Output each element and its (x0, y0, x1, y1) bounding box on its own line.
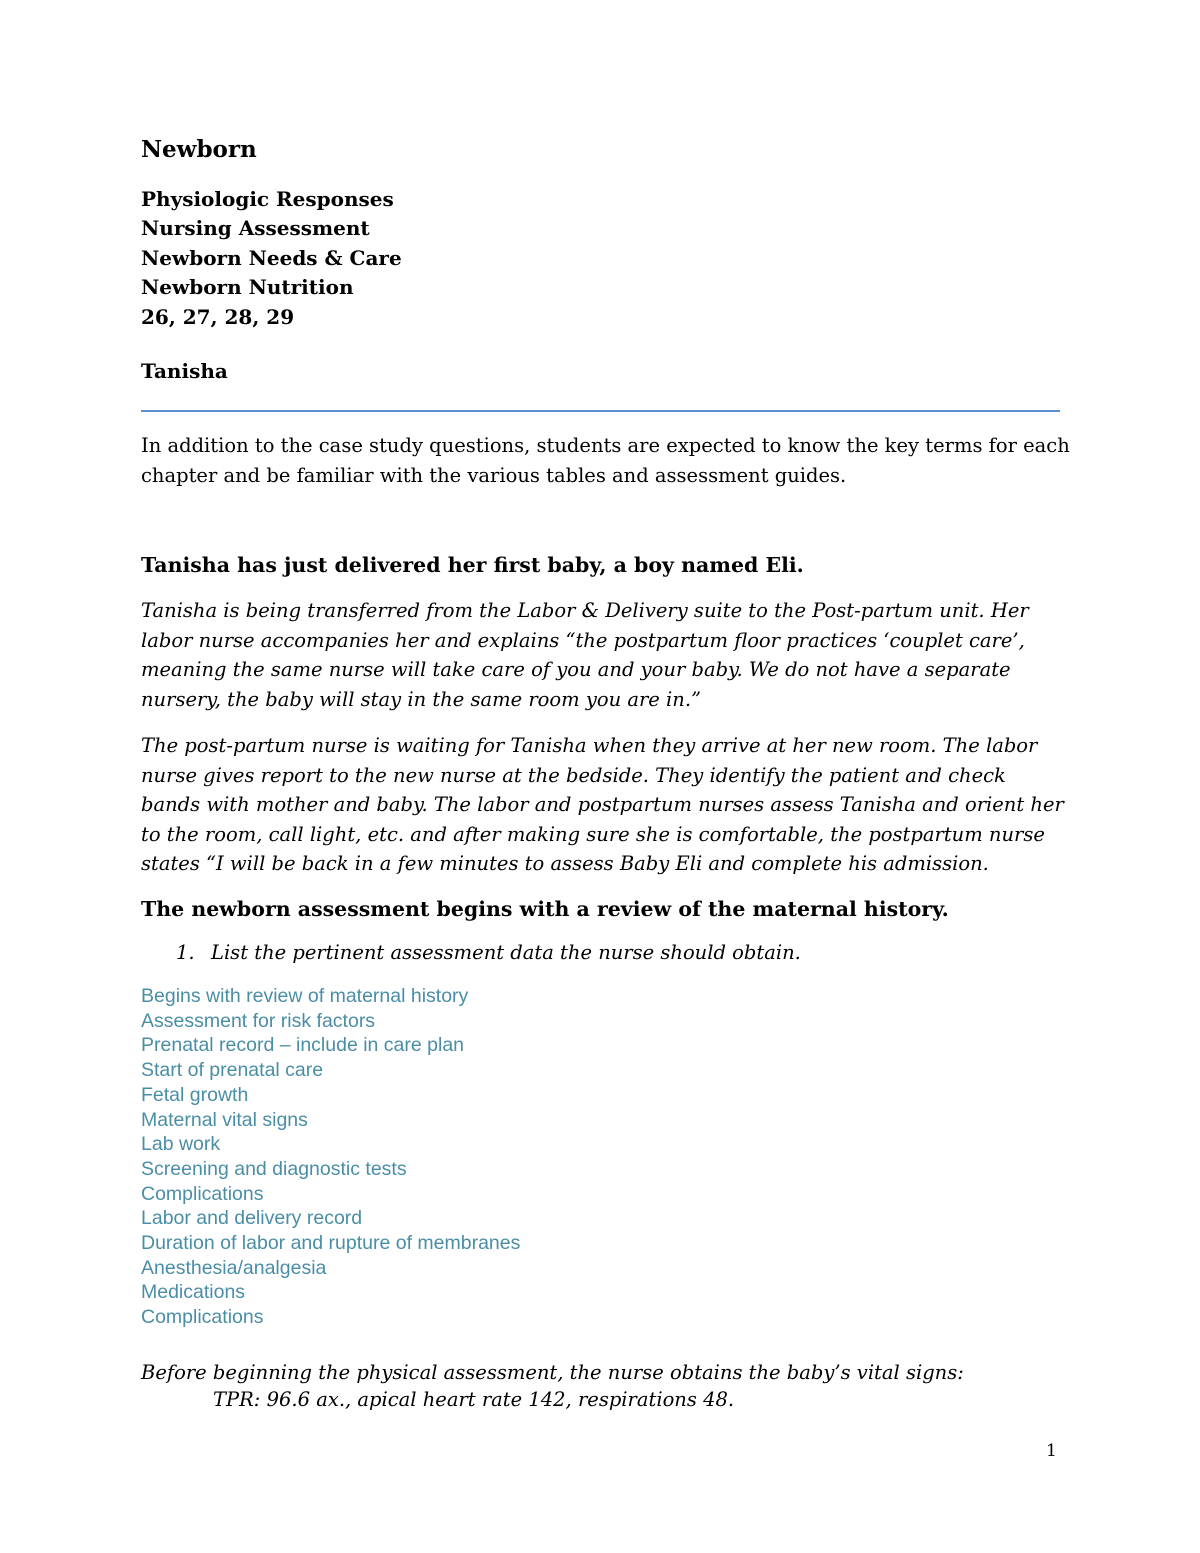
answer-item: Anesthesia/analgesia (141, 1256, 327, 1279)
question-text: List the pertinent assessment data the nurse should obtain. (211, 941, 801, 964)
topic-list (141, 185, 402, 332)
scenario-paragraph-arrival: The post-partum nurse is waiting for Tanisha when they arrive at her new room. The labor nurse gives report to the new nurse at the bedside. They identify the patient and check bands with mother and baby. The labor and postpartum nurses assess Tanisha and orient her to the room, call light, etc. and after making sure she is comfortable, the postpartum nurse states “I will be back in a few minutes to assess Baby Eli and complete his admission. (141, 734, 1064, 875)
topic-item: Nursing Assessment (141, 216, 370, 241)
answer-item: Labor and delivery record (141, 1207, 363, 1230)
answer-item: Medications (141, 1281, 246, 1304)
chapter-numbers: 26, 27, 28, 29 (141, 304, 295, 329)
page-number: 1 (1046, 1441, 1057, 1461)
answer-item: Complications (141, 1182, 264, 1205)
answer-item: Screening and diagnostic tests (141, 1157, 407, 1180)
answer-item: Lab work (141, 1133, 221, 1156)
answer-item: Begins with review of maternal history (141, 985, 469, 1007)
scenario-paragraph-transfer: Tanisha is being transferred from the Labor & Delivery suite to the Post-partum unit. Her labor nurse accompanies her and explains “the postpartum floor practices ‘couplet care’, meaning the same nurse will take care of you and your baby. We do not have a separate nursery, the baby will stay in the same room you are in.” (141, 599, 1029, 711)
answer-list (141, 984, 520, 1330)
topic-item: Newborn Nutrition (141, 275, 354, 300)
answer-item: Duration of labor and rupture of membranes (141, 1232, 521, 1255)
student-name: Tanisha (141, 359, 228, 383)
answer-item: Maternal vital signs (141, 1108, 308, 1131)
document-title: Newborn (141, 136, 257, 163)
answer-item: Start of prenatal care (141, 1059, 324, 1082)
question-number: 1. (176, 941, 195, 964)
section-heading-delivery: Tanisha has just delivered her first baby, a boy named Eli. (141, 553, 804, 577)
question-1 (176, 941, 801, 964)
answer-item: Complications (141, 1306, 264, 1329)
section-heading-assessment: The newborn assessment begins with a review of the maternal history. (141, 897, 949, 921)
answer-item: Assessment for risk factors (141, 1009, 376, 1032)
intro-paragraph: In addition to the case study questions, students are expected to know the key terms for each chapter and be familiar with the various tables and assessment guides. (141, 434, 1070, 487)
topic-item: Physiologic Responses (141, 187, 394, 211)
vital-signs: TPR: 96.6 ax., apical heart rate 142, respirations 48. (213, 1388, 735, 1411)
topic-item: Newborn Needs & Care (141, 245, 402, 270)
horizontal-divider (141, 410, 1060, 412)
vitals-intro: Before beginning the physical assessment, the nurse obtains the baby’s vital signs: (141, 1361, 964, 1384)
answer-item: Fetal growth (141, 1083, 249, 1106)
answer-item: Prenatal record – include in care plan (141, 1034, 465, 1057)
